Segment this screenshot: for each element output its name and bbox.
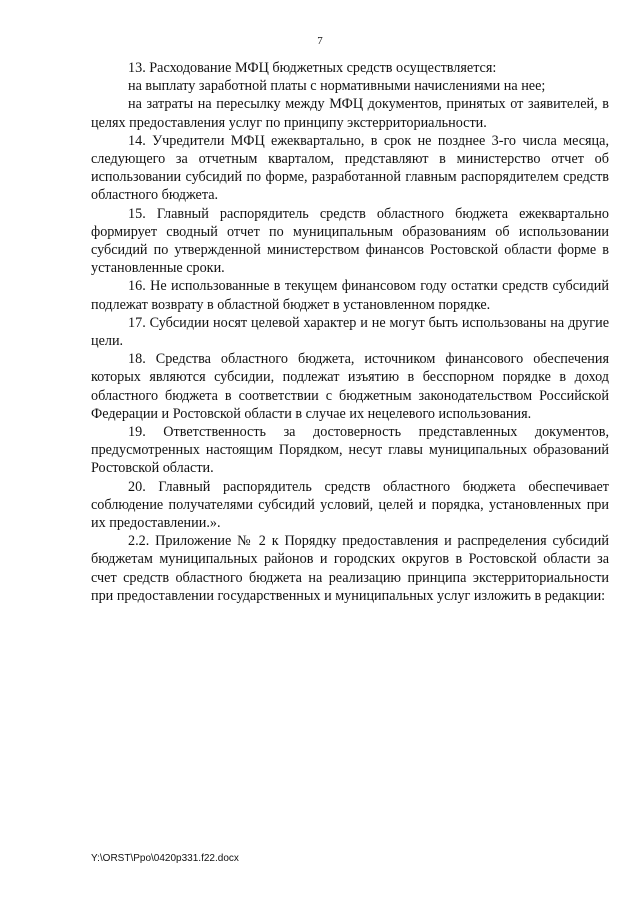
paragraph-13-item-2: на затраты на пересылку между МФЦ документов, принятых от заявителей, в целях предоставления услуг по принципу экстерриториальности. — [91, 96, 609, 131]
paragraph-19: 19. Ответственность за достоверность представленных документов, предусмотренных настоящим Порядком, несут главы муниципальных образований Ростовской области. — [91, 424, 609, 477]
paragraph-13: 13. Расходование МФЦ бюджетных средств осуществляется: — [128, 60, 497, 76]
paragraph-15: 15. Главный распорядитель средств областного бюджета ежеквартально формирует сводный отчет по муниципальным образованиям об использовании субсидий по утвержденной министерством финансов Ростовской области форме в установленные сроки. — [91, 205, 609, 277]
paragraph-20: 20. Главный распорядитель средств областного бюджета обеспечивает соблюдение получателями субсидий условий, целей и порядка, установленных при их предоставлении.». — [91, 478, 609, 532]
page-number: 7 — [317, 35, 323, 47]
footer-file-path: Y:\ORST\Ppo\0420p331.f22.docx — [91, 853, 239, 864]
paragraph-17: 17. Субсидии носят целевой характер и не могут быть использованы на другие цели. — [91, 314, 609, 350]
document-body — [91, 59, 609, 605]
paragraph-18: 18. Средства областного бюджета, источником финансового обеспечения которых являются субсидии, подлежат изъятию в бесспорном порядке в доход областного бюджета в соответствии с бюджетным законодательством Российской Федерации и Ростовской области в случае их нецелевого использования. — [91, 351, 609, 422]
paragraph-2-2: 2.2. Приложение № 2 к Порядку предоставления и распределения субсидий бюджетам муниципальных районов и городских округов в Ростовской области за счет средств областного бюджета на реализацию принципа экстерриториальности при предоставлении государственных и муниципальных услуг изложить в редакции: — [91, 533, 609, 604]
paragraph-14: 14. Учредители МФЦ ежеквартально, в срок не позднее 3-го числа месяца, следующего за отчетным кварталом, представляют в министерство отчет об использовании субсидий по форме, разработанной главным распорядителем средств областного бюджета. — [91, 132, 609, 204]
paragraph-13-item-1: на выплату заработной платы с нормативными начислениями на нее; — [128, 78, 546, 95]
paragraph-16: 16. Не использованные в текущем финансовом году остатки средств субсидий подлежат возврату в областной бюджет в установленном порядке. — [91, 278, 609, 313]
